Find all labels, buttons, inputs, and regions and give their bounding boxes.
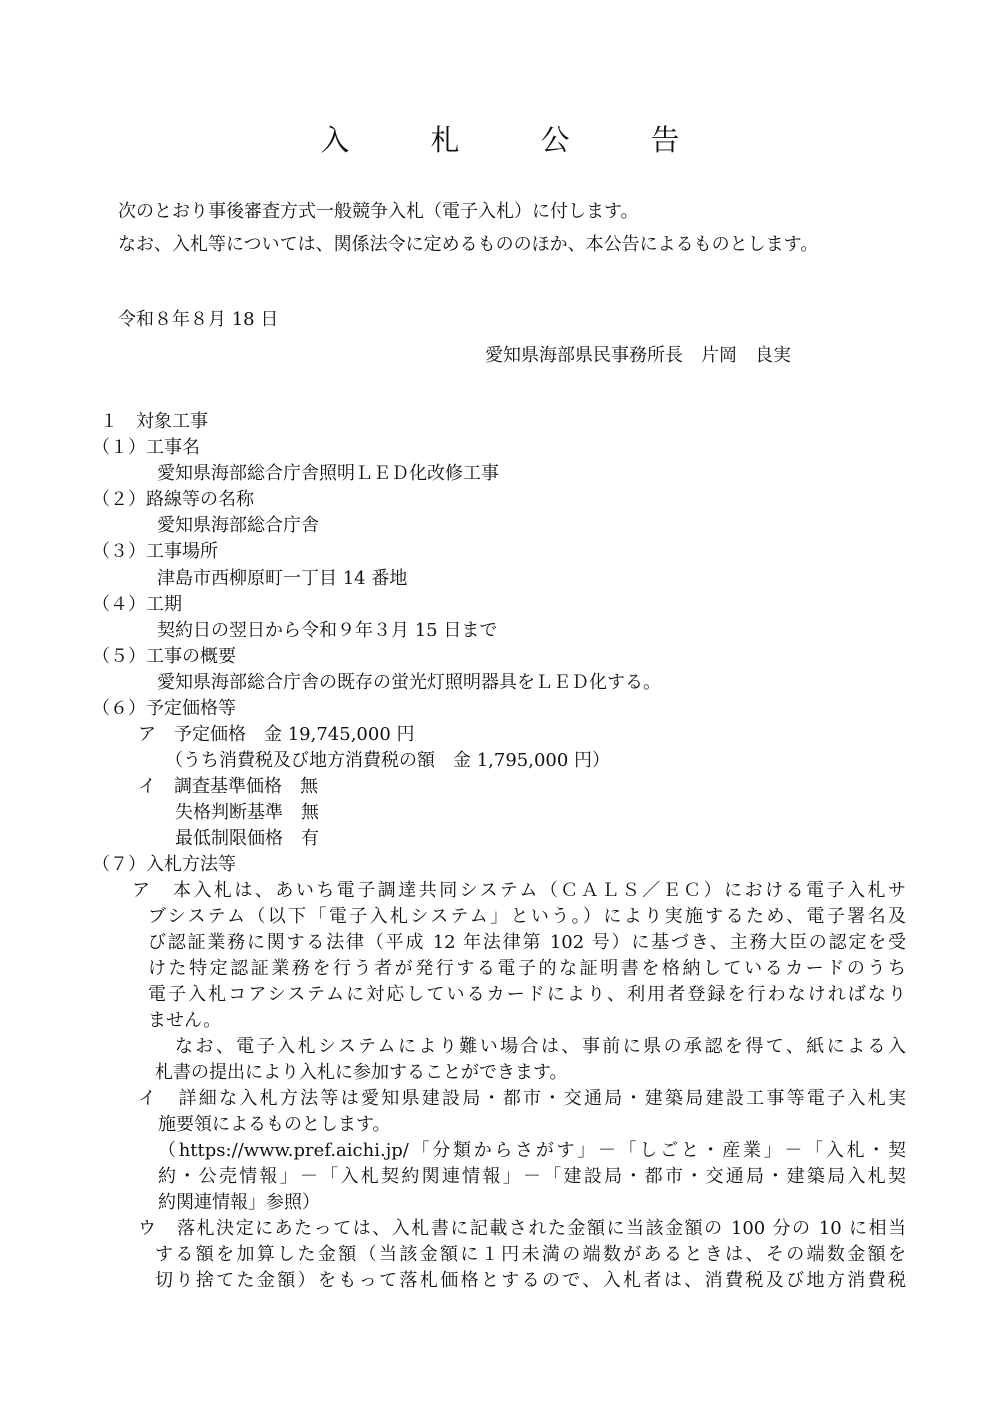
paragraph-line: なお、電子入札システムにより難い場合は、事前に県の承認を得て、紙による入 xyxy=(175,1036,906,1057)
item-label: （１）工事名 xyxy=(92,437,200,458)
section-heading: １ 対象工事 xyxy=(100,411,208,432)
item-label: （４）工期 xyxy=(92,594,182,615)
paragraph-line: 施要領によるものとします。 xyxy=(158,1114,391,1135)
item-value: 愛知県海部総合庁舎の既存の蛍光灯照明器具をＬＥＤ化する。 xyxy=(157,672,661,693)
disqualification-standard: 失格判断基準 無 xyxy=(175,802,319,823)
reference-url-line: （https://www.pref.aichi.jp/「分類からさがす」－「しごと・産業」－「入札・契 xyxy=(158,1140,906,1161)
intro-line-1: 次のとおり事後審査方式一般競争入札（電子入札）に付します。 xyxy=(118,201,639,222)
paragraph-line: ア 本入札は、あいち電子調達共同システム（ＣＡＬＳ／ＥＣ）における電子入札サ xyxy=(132,880,906,901)
planned-price-tax: （うち消費税及び地方消費税の額 金 1,795,000 円） xyxy=(165,750,611,771)
paragraph-line: けた特定認証業務を行う者が発行する電子的な証明書を格納しているカードのうち xyxy=(148,958,906,979)
paragraph-line: 約・公売情報」－「入札契約関連情報」－「建設局・都市・交通局・建築局入札契 xyxy=(158,1166,906,1187)
item-label: （７）入札方法等 xyxy=(92,854,236,875)
issuer-name: 愛知県海部県民事務所長 片岡 良実 xyxy=(485,345,791,366)
item-label: （５）工事の概要 xyxy=(92,646,236,667)
intro-line-2: なお、入札等については、関係法令に定めるもののほか、本公告によるものとします。 xyxy=(118,234,819,255)
item-value: 愛知県海部総合庁舎照明ＬＥＤ化改修工事 xyxy=(157,463,499,484)
paragraph-line: する額を加算した金額（当該金額に１円未満の端数があるときは、その端数金額を xyxy=(155,1244,906,1265)
item-label: （６）予定価格等 xyxy=(92,698,236,719)
paragraph-line: 札書の提出により入札に参加することができます。 xyxy=(155,1062,568,1083)
item-value: 愛知県海部総合庁舎 xyxy=(157,515,319,536)
paragraph-line: 電子入札コアシステムに対応しているカードにより、利用者登録を行わなければなり xyxy=(148,984,906,1005)
minimum-price: 最低制限価格 有 xyxy=(175,828,319,849)
paragraph-line: イ 詳細な入札方法等は愛知県建設局・都市・交通局・建築局建設工事等電子入札実 xyxy=(138,1088,906,1109)
item-label: （３）工事場所 xyxy=(92,541,218,562)
survey-standard-price: イ 調査基準価格 無 xyxy=(138,776,318,797)
paragraph-line: び認証業務に関する法律（平成 12 年法律第 102 号）に基づき、主務大臣の認定を受 xyxy=(148,932,906,953)
page-title: 入 札 公 告 xyxy=(320,123,706,157)
item-label: （２）路線等の名称 xyxy=(92,489,254,510)
paragraph-line: ません。 xyxy=(148,1010,222,1031)
item-value: 契約日の翌日から令和９年３月 15 日まで xyxy=(157,620,498,641)
notice-date: 令和８年８月 18 日 xyxy=(118,309,279,330)
paragraph-line: 切り捨てた金額）をもって落札価格とするので、入札者は、消費税及び地方消費税 xyxy=(155,1270,906,1291)
paragraph-line: 約関連情報」参照） xyxy=(158,1192,320,1213)
item-value: 津島市西柳原町一丁目 14 番地 xyxy=(157,568,408,589)
planned-price: ア 予定価格 金 19,745,000 円 xyxy=(138,724,415,745)
paragraph-line: ブシステム（以下「電子入札システム」という。）により実施するため、電子署名及 xyxy=(148,906,906,927)
paragraph-line: ウ 落札決定にあたっては、入札書に記載された金額に当該金額の 100 分の 10 に相当 xyxy=(138,1218,906,1239)
